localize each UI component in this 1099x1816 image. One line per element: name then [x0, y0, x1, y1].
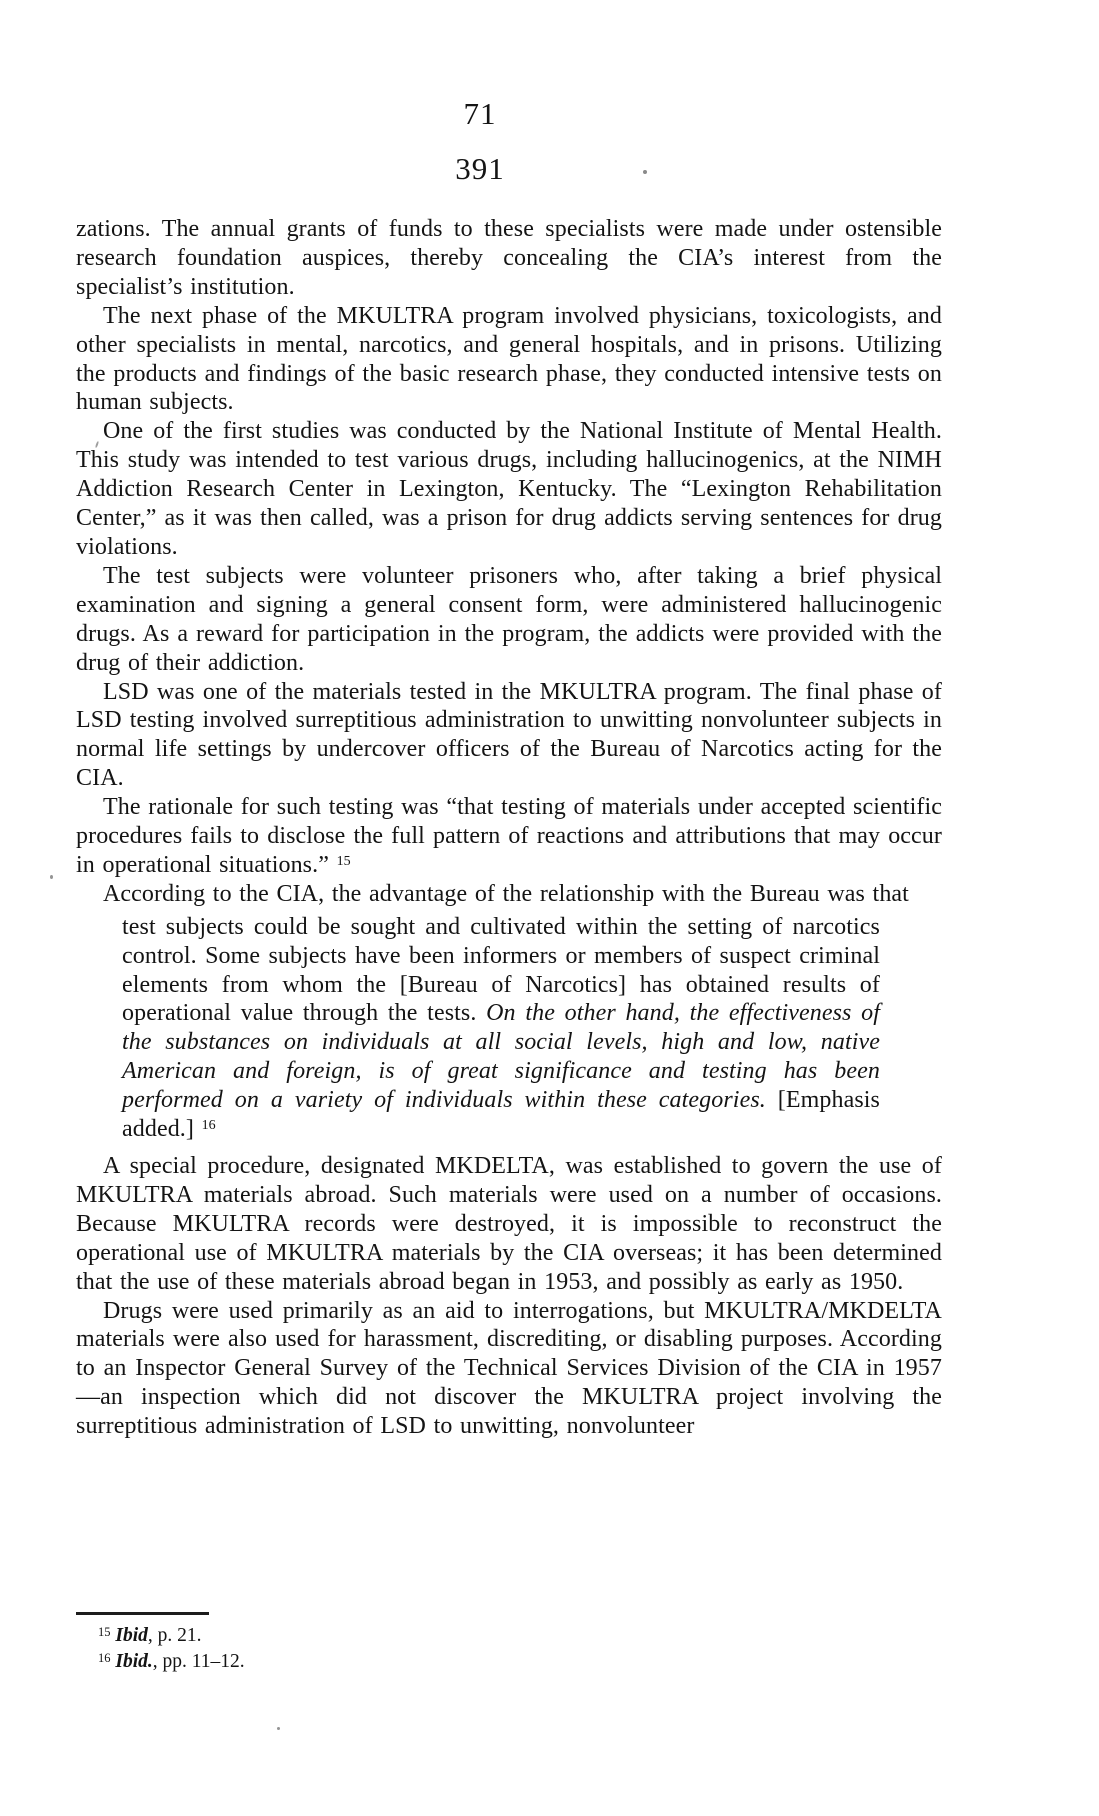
quote-roman-lead: test subjects could be sought and cultivated within the setting of narcotics control. Some subjects have been informers or members of suspect criminal elements from whom the [Bureau of Narcotics] has obtained results of operational value through the tests. — [122, 913, 880, 1027]
quote-roman-tail: [Emphasis added.] — [122, 1087, 880, 1143]
paragraph-next-phase: The next phase of the MKULTRA program involved physicians, toxicologists, and other specialists in mental, narcotics, and general hospitals, and in prisons. Utilizing the products and findings of the basic research phase, they conducted intensive tests on human subjects. — [76, 302, 942, 416]
paragraph-lsd-testing: LSD was one of the materials tested in the MKULTRA program. The final phase of LSD testing involved surreptitious administration to unwitting nonvolunteer subjects in normal life settings by undercover officers of the Bureau of Narcotics acting for the CIA. — [76, 678, 942, 792]
paragraph-intro-continuation: zations. The annual grants of funds to these specialists were made under ostensible research foundation auspices, thereby concealing the CIA’s interest from the specialist’s institution. — [76, 216, 942, 300]
paragraph-rationale — [76, 793, 942, 880]
footnote-16-detail: , pp. 11–12. — [152, 1651, 245, 1672]
paragraph-test-subjects: The test subjects were volunteer prisoners who, after taking a brief physical examination and signing a general consent form, were administered hallucinogenic drugs. As a reward for participation in the program, the addicts were provided with the drug of their addiction. — [76, 562, 942, 676]
paragraph-mkdelta: A special procedure, designated MKDELTA, was established to govern the use of MKULTRA materials abroad. Such materials were used on a number of occasions. Because MKULTRA records were destroyed, it is impossible to reconstruct the operational use of MKULTRA materials by the CIA overseas; it has been determined that the use of these materials abroad began in 1953, and possibly as early as 1950. — [76, 1153, 942, 1295]
footnote-16 — [76, 1649, 942, 1675]
body-text — [76, 215, 942, 1441]
footnote-16-number: 16 — [98, 1651, 111, 1665]
footnote-15-detail: , p. 21. — [147, 1625, 202, 1646]
scan-artifact-dot — [277, 1727, 280, 1730]
footnote-area — [76, 1612, 942, 1675]
paragraph-first-studies: One of the first studies was conducted by the National Institute of Mental Health. This study was intended to test various drugs, including hallucinogenics, at the NIMH Addiction Research Center in Lexington, Kentucky. The “Lexington Rehabilitation Center,” as it was then called, was a prison for drug addicts serving sentences for drug violations. — [76, 418, 942, 560]
footnote-divider — [76, 1612, 209, 1615]
footnote-reference-16: 16 — [201, 1118, 216, 1134]
scan-artifact-dot — [643, 170, 647, 174]
scan-artifact-dot — [50, 875, 53, 879]
block-quote — [122, 913, 880, 1144]
paragraph-rationale-text: The rationale for such testing was “that testing of materials under accepted scientific procedures fails to disclose the full pattern of reactions and attributions that may occur in operational situations.” — [76, 794, 942, 878]
quote-italic-emphasis: On the other hand, the effectiveness of the substances on individuals at all social levels, high and low, native American and foreign, is of great significance and testing has been performed on a variety of individuals within these categories. — [122, 1000, 881, 1114]
footnote-reference-15: 15 — [336, 853, 351, 869]
stamp-page-number: 391 — [455, 151, 505, 186]
page-number: 71 — [463, 96, 497, 131]
footnote-15-number: 15 — [98, 1625, 111, 1639]
footnote-16-source: Ibid. — [115, 1651, 153, 1672]
footnote-15 — [76, 1623, 942, 1649]
paragraph-according-to-cia: According to the CIA, the advantage of the relationship with the Bureau was that — [103, 880, 909, 907]
footnote-15-source: Ibid — [115, 1625, 148, 1646]
paragraph-drugs-interrogations: Drugs were used primarily as an aid to interrogations, but MKULTRA/MKDELTA materials were also used for harassment, discrediting, or disabling purposes. According to an Inspector General Survey of the Technical Services Division of the CIA in 1957—an inspection which did not discover the MKULTRA project involving the surreptitious administration of LSD to unwitting, nonvolunteer — [76, 1297, 942, 1440]
